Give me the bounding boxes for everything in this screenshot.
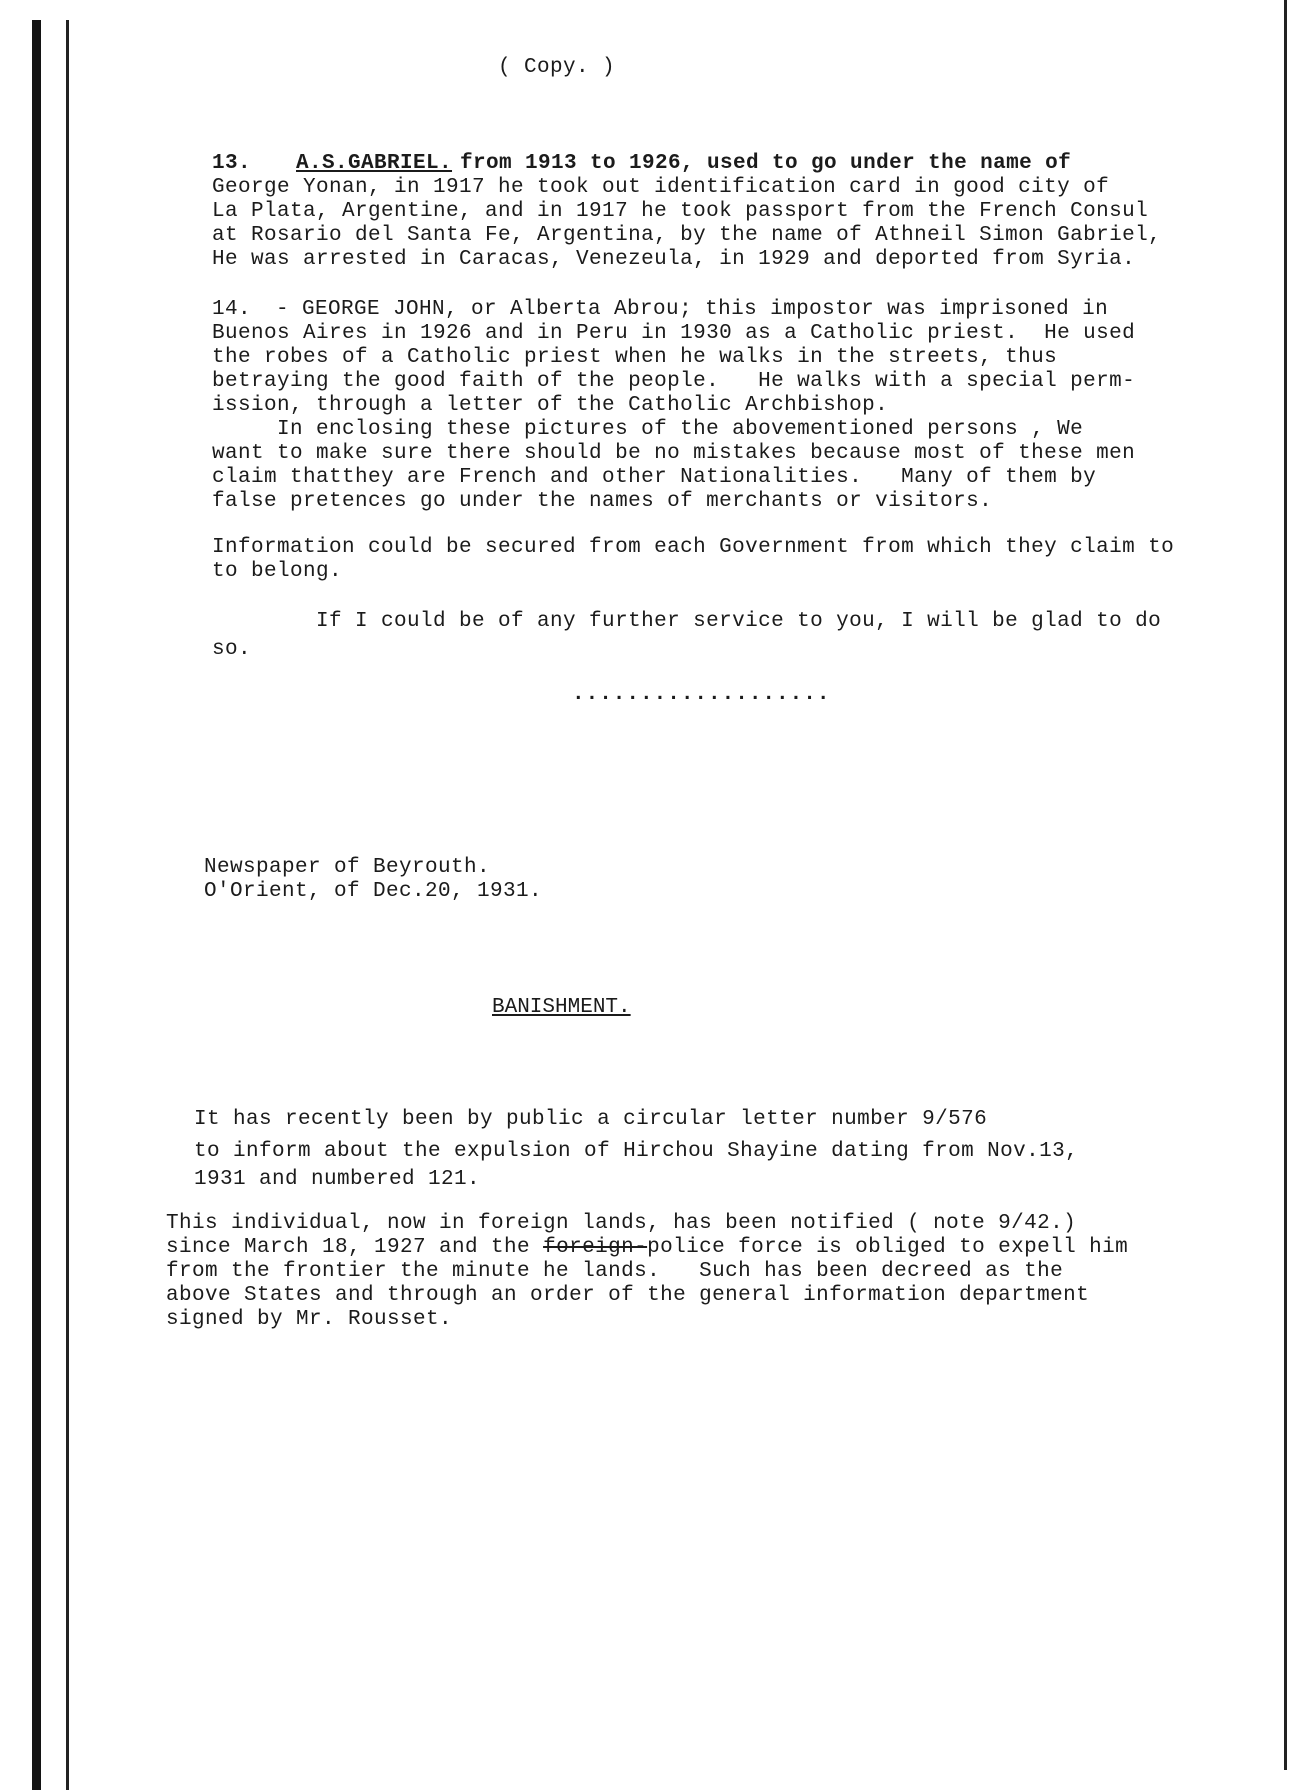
item13-name: A.S.GABRIEL.	[296, 152, 453, 175]
banishment-p1-line-2: to inform about the expulsion of Hirchou Shayine dating from Nov.13,	[194, 1140, 1079, 1163]
banishment-p2-line-2	[166, 1236, 1128, 1260]
banishment-p2-line-5: signed by Mr. Rousset.	[166, 1308, 453, 1331]
item14-line-2: Buenos Aires in 1926 and in Peru in 1930 as a Catholic priest. He used	[212, 322, 1136, 345]
item14-line-9: false pretences go under the names of merchants or visitors.	[212, 490, 993, 513]
item14-line-7: want to make sure there should be no mistakes because most of these men	[212, 442, 1136, 465]
banishment-p2-line-4: above States and through an order of the general information department	[166, 1284, 1090, 1307]
item13-line-2: George Yonan, in 1917 he took out identification card in good city of	[212, 176, 1110, 199]
item14-line-8: claim thatthey are French and other Nationalities. Many of them by	[212, 466, 1097, 489]
banishment-p2-line-2-pre: since March 18, 1927 and the	[166, 1236, 544, 1259]
information-line-2: to belong.	[212, 560, 343, 583]
item13-line-5: He was arrested in Caracas, Venezeula, in 1929 and deported from Syria.	[212, 248, 1136, 271]
source-newspaper: Newspaper of Beyrouth.	[204, 856, 491, 879]
information-line-1: Information could be secured from each Government from which they claim to	[212, 536, 1175, 559]
banishment-title: BANISHMENT.	[492, 996, 631, 1019]
left-margin-line	[66, 20, 69, 1790]
item13-line-4: at Rosario del Santa Fe, Argentina, by the name of Athneil Simon Gabriel,	[212, 224, 1162, 247]
item13-line-3: La Plata, Argentine, and in 1917 he took passport from the French Consul	[212, 200, 1149, 223]
closing-line-2: so.	[212, 638, 252, 661]
source-date: O'Orient, of Dec.20, 1931.	[204, 880, 543, 903]
item14-line-6: In enclosing these pictures of the abovementioned persons , We	[212, 418, 1084, 441]
struck-word: foreign-	[543, 1236, 648, 1259]
banishment-p1-line-1: It has recently been by public a circular letter number 9/576	[194, 1108, 988, 1131]
banishment-p2-line-2-post: police force is obliged to expell him	[647, 1236, 1129, 1259]
item14-line-5: ission, through a letter of the Catholic Archbishop.	[212, 394, 889, 417]
right-page-edge	[1284, 0, 1287, 1770]
item13-number: 13.	[212, 152, 252, 175]
copy-label: ( Copy. )	[498, 56, 616, 79]
banishment-p2-line-3: from the frontier the minute he lands. Such has been decreed as the	[166, 1260, 1064, 1283]
item14-line-3: the robes of a Catholic priest when he walks in the streets, thus	[212, 346, 1058, 369]
item13-line-1: from 1913 to 1926, used to go under the name of	[460, 152, 1072, 175]
closing-line-1: If I could be of any further service to you, I will be glad to do	[212, 610, 1162, 633]
item14-line-1: - GEORGE JOHN, or Alberta Abrou; this impostor was imprisoned in	[276, 298, 1109, 321]
banishment-p1-line-3: 1931 and numbered 121.	[194, 1168, 481, 1191]
item14-line-4: betraying the good faith of the people. He walks with a special perm-	[212, 370, 1136, 393]
item14-number: 14.	[212, 298, 252, 321]
left-binding-edge	[32, 20, 41, 1790]
section-separator: ...................	[572, 683, 831, 706]
banishment-p2-line-1: This individual, now in foreign lands, has been notified ( note 9/42.)	[166, 1212, 1077, 1235]
